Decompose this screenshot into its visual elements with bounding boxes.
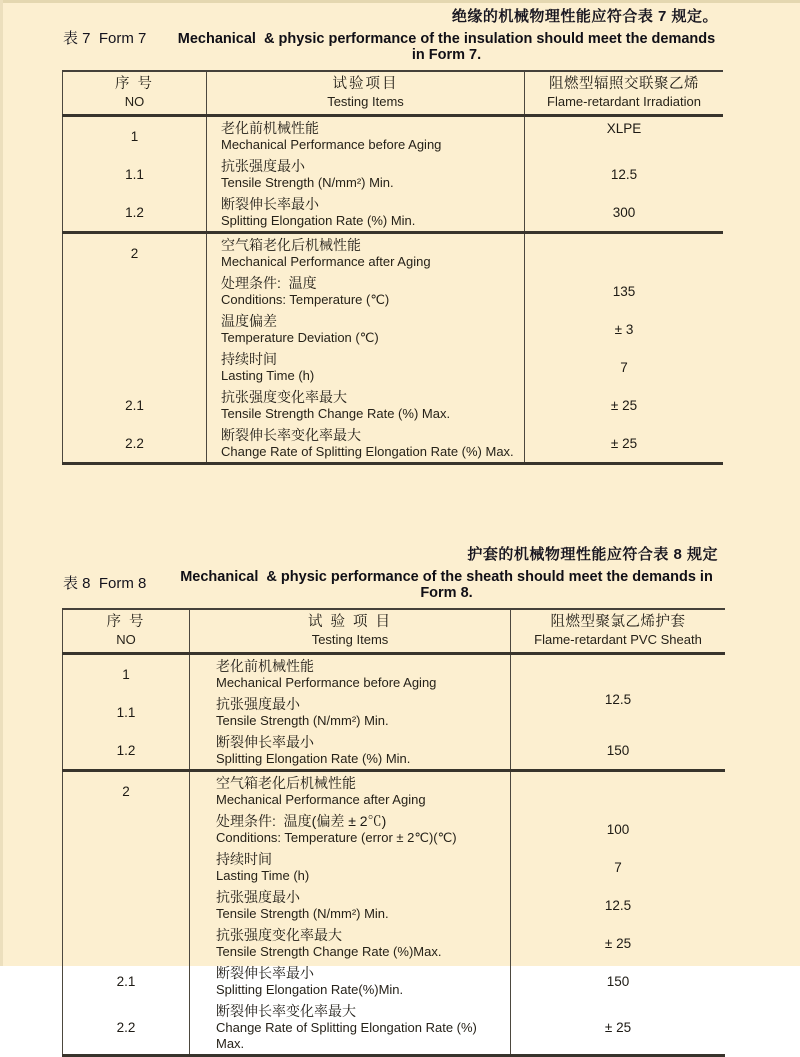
row-value bbox=[524, 424, 723, 462]
item-zh: 断裂伸长率变化率最大 bbox=[216, 1003, 356, 1019]
table-row bbox=[62, 424, 723, 462]
value-text: 12.5 bbox=[610, 166, 638, 182]
item-zh: 抗张强度最小 bbox=[221, 158, 305, 174]
form8-header-no bbox=[62, 610, 189, 652]
table-row bbox=[62, 310, 723, 348]
item-zh: 抗张强度变化率最大 bbox=[221, 389, 347, 405]
table-form8 bbox=[62, 608, 725, 1057]
value-text: 100 bbox=[606, 821, 630, 837]
form8-label: 表 8 Form 8 bbox=[63, 575, 147, 592]
table-row bbox=[62, 693, 725, 731]
row-no: 1 bbox=[62, 655, 189, 693]
table-row bbox=[62, 348, 723, 386]
item-en: Tensile Strength (N/mm²) Min. bbox=[221, 175, 394, 190]
item-zh: 处理条件: 温度 bbox=[221, 275, 317, 291]
row-value bbox=[510, 924, 725, 962]
row-no: 2.2 bbox=[62, 1000, 189, 1054]
item-zh: 断裂伸长率最小 bbox=[216, 965, 314, 981]
header-value-en: Flame-retardant PVC Sheath bbox=[534, 632, 702, 647]
item-en: Tensile Strength (N/mm²) Min. bbox=[216, 713, 389, 728]
value-text: ± 25 bbox=[604, 935, 632, 951]
item-en: Change Rate of Splitting Elongation Rate (%) Max. bbox=[221, 444, 514, 459]
form7-header-no bbox=[62, 72, 206, 114]
item-en: Splitting Elongation Rate (%) Min. bbox=[221, 213, 416, 228]
table-row bbox=[62, 234, 723, 272]
item-en: Splitting Elongation Rate(%)Min. bbox=[216, 982, 404, 997]
row-value bbox=[524, 193, 723, 231]
form8-notice-zh: 护套的机械物理性能应符合表 8 规定 bbox=[467, 546, 718, 563]
form7-header-item bbox=[206, 72, 524, 114]
row-no bbox=[62, 810, 189, 848]
table-form7 bbox=[62, 70, 723, 465]
scan-edge-top bbox=[0, 0, 800, 3]
header-no-en: NO bbox=[116, 632, 136, 647]
item-en: Lasting Time (h) bbox=[221, 368, 315, 383]
table-row bbox=[62, 1000, 725, 1054]
row-no: 2.2 bbox=[62, 424, 206, 462]
item-zh: 断裂伸长率变化率最大 bbox=[221, 427, 361, 443]
row-no bbox=[62, 272, 206, 310]
row-no bbox=[62, 848, 189, 886]
row-value bbox=[510, 731, 725, 769]
header-item-en: Testing Items bbox=[327, 94, 404, 109]
item-en: Mechanical Performance after Aging bbox=[221, 254, 431, 269]
item-en: Mechanical Performance before Aging bbox=[221, 137, 442, 152]
header-no-zh: 序 号 bbox=[106, 614, 146, 630]
row-value bbox=[524, 348, 723, 386]
table-row bbox=[62, 155, 723, 193]
item-zh: 抗张强度变化率最大 bbox=[216, 927, 342, 943]
value-text: 7 bbox=[614, 859, 622, 875]
header-item-zh: 试 验 项 目 bbox=[307, 614, 393, 630]
form7-header-row bbox=[62, 72, 723, 117]
item-zh: 处理条件: 温度(偏差 ± 2℃) bbox=[216, 813, 387, 829]
row-item bbox=[189, 655, 510, 693]
form7-section-2 bbox=[62, 231, 723, 462]
row-item bbox=[189, 886, 510, 924]
row-item bbox=[206, 117, 524, 155]
table-row bbox=[62, 772, 725, 810]
form7-title-row bbox=[63, 27, 722, 63]
section-gap bbox=[0, 465, 800, 538]
row-item bbox=[206, 193, 524, 231]
row-no: 2 bbox=[62, 772, 189, 810]
row-no bbox=[62, 310, 206, 348]
value-text: 150 bbox=[606, 973, 630, 989]
row-item bbox=[189, 772, 510, 810]
row-no: 1.2 bbox=[62, 193, 206, 231]
row-no bbox=[62, 886, 189, 924]
table-row bbox=[62, 731, 725, 769]
table-row bbox=[62, 848, 725, 886]
item-zh: 抗张强度最小 bbox=[216, 889, 300, 905]
form7-section-1 bbox=[62, 117, 723, 231]
item-zh: 老化前机械性能 bbox=[216, 658, 314, 674]
row-item bbox=[189, 731, 510, 769]
form7-title-en: Mechanical & physic performance of the insulation should meet the demands in Form 7. bbox=[177, 31, 720, 63]
row-value bbox=[524, 272, 723, 310]
row-no: 1.1 bbox=[62, 693, 189, 731]
form8-header-row bbox=[62, 610, 725, 655]
table-row bbox=[62, 386, 723, 424]
table-row bbox=[62, 117, 723, 155]
item-en: Tensile Strength (N/mm²) Min. bbox=[216, 906, 389, 921]
table-row bbox=[62, 924, 725, 962]
form7-label: 表 7 Form 7 bbox=[63, 30, 147, 47]
item-en: Change Rate of Splitting Elongation Rate (%) Max. bbox=[216, 1020, 481, 1051]
item-zh: 断裂伸长率最小 bbox=[221, 196, 319, 212]
item-zh: 温度偏差 bbox=[221, 313, 277, 329]
row-no: 1 bbox=[62, 117, 206, 155]
table-row bbox=[62, 962, 725, 1000]
row-item bbox=[189, 810, 510, 848]
table-row bbox=[62, 886, 725, 924]
row-item bbox=[189, 1000, 510, 1054]
row-item bbox=[206, 234, 524, 272]
header-value-en: Flame-retardant Irradiation bbox=[547, 94, 701, 109]
form8-section-1 bbox=[62, 655, 725, 769]
form7-notice-zh: 绝缘的机械物理性能应符合表 7 规定。 bbox=[451, 8, 718, 25]
header-no-en: NO bbox=[124, 94, 145, 109]
item-zh: 断裂伸长率最小 bbox=[216, 734, 314, 750]
row-item bbox=[206, 272, 524, 310]
table-row bbox=[62, 655, 725, 693]
item-en: Conditions: Temperature (℃) bbox=[221, 292, 390, 307]
row-no: 1.2 bbox=[62, 731, 189, 769]
row-item bbox=[189, 693, 510, 731]
value-text: 135 bbox=[612, 283, 636, 299]
row-value bbox=[510, 848, 725, 886]
item-zh: 持续时间 bbox=[221, 351, 277, 367]
header-value-zh: 阻燃型聚氯乙烯护套 bbox=[550, 614, 686, 630]
row-value bbox=[510, 772, 725, 810]
row-no: 2.1 bbox=[62, 386, 206, 424]
form8-section-2 bbox=[62, 769, 725, 1054]
value-text: ± 25 bbox=[610, 397, 638, 413]
row-value bbox=[524, 155, 723, 193]
row-item bbox=[189, 962, 510, 1000]
item-zh: 空气箱老化后机械性能 bbox=[221, 237, 361, 253]
header-no-zh: 序 号 bbox=[114, 76, 155, 92]
item-en: Mechanical Performance after Aging bbox=[216, 792, 426, 807]
value-text: ± 25 bbox=[604, 1019, 632, 1035]
row-value bbox=[524, 117, 723, 155]
value-text: ± 25 bbox=[610, 435, 638, 451]
item-en: Splitting Elongation Rate (%) Min. bbox=[216, 751, 411, 766]
header-item-en: Testing Items bbox=[311, 632, 389, 647]
row-value bbox=[524, 310, 723, 348]
value-text: 300 bbox=[612, 204, 636, 220]
item-zh: 抗张强度最小 bbox=[216, 696, 300, 712]
row-no bbox=[62, 924, 189, 962]
row-no: 2 bbox=[62, 234, 206, 272]
item-en: Mechanical Performance before Aging bbox=[216, 675, 437, 690]
form8-title-en: Mechanical & physic performance of the sheath should meet the demands in Form 8. bbox=[180, 569, 717, 601]
item-en: Conditions: Temperature (error ± 2℃)(℃) bbox=[216, 830, 457, 845]
table-row bbox=[62, 810, 725, 848]
value-text: XLPE bbox=[606, 121, 642, 136]
row-value bbox=[510, 693, 725, 731]
row-item bbox=[206, 310, 524, 348]
form8-header-value bbox=[510, 610, 725, 652]
table-row bbox=[62, 272, 723, 310]
row-value bbox=[510, 655, 725, 693]
row-value bbox=[510, 962, 725, 1000]
row-item bbox=[189, 848, 510, 886]
item-zh: 空气箱老化后机械性能 bbox=[216, 775, 356, 791]
item-en: Temperature Deviation (℃) bbox=[221, 330, 379, 345]
scan-edge-left bbox=[0, 0, 3, 966]
item-en: Tensile Strength Change Rate (%)Max. bbox=[216, 944, 442, 959]
row-no: 1.1 bbox=[62, 155, 206, 193]
form7-header-value bbox=[524, 72, 723, 114]
row-value bbox=[510, 810, 725, 848]
row-no bbox=[62, 348, 206, 386]
value-text: 150 bbox=[606, 742, 630, 758]
table-row bbox=[62, 193, 723, 231]
row-item bbox=[206, 386, 524, 424]
form8-title-row bbox=[63, 565, 722, 601]
header-value-zh: 阻燃型辐照交联聚乙烯 bbox=[549, 76, 699, 92]
row-item bbox=[206, 348, 524, 386]
row-value bbox=[524, 386, 723, 424]
item-en: Tensile Strength Change Rate (%) Max. bbox=[221, 406, 451, 421]
value-text: 12.5 bbox=[604, 691, 632, 707]
form8-header-item bbox=[189, 610, 510, 652]
row-no: 2.1 bbox=[62, 962, 189, 1000]
header-item-zh: 试验项目 bbox=[332, 76, 399, 92]
value-text: 7 bbox=[620, 359, 628, 375]
value-text: 12.5 bbox=[604, 897, 632, 913]
row-item bbox=[206, 424, 524, 462]
item-zh: 持续时间 bbox=[216, 851, 272, 867]
row-item bbox=[189, 924, 510, 962]
value-text: ± 3 bbox=[614, 321, 634, 337]
item-zh: 老化前机械性能 bbox=[221, 120, 319, 136]
item-en: Lasting Time (h) bbox=[216, 868, 310, 883]
row-value bbox=[524, 234, 723, 272]
row-value bbox=[510, 886, 725, 924]
row-item bbox=[206, 155, 524, 193]
row-value bbox=[510, 1000, 725, 1054]
